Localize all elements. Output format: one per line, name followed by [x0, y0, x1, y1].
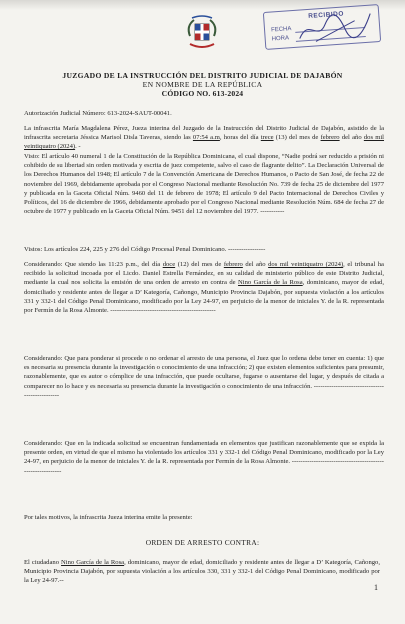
stamp-time-label: HORA [271, 35, 290, 43]
order-body-paragraph [24, 558, 380, 586]
stamp-title: RECIBIDO [307, 10, 345, 20]
considerando-text: , el tribunal ha recibido la solicitud incoada por el Licdo. Daniel Estrella Fernández, en su calidad de ministerio público de este Distrito Judicial, mediante la cual nos solicita la emisión de una orden de arresto en contra de [24, 261, 384, 287]
considerando-request-paragraph [24, 260, 384, 315]
intro-text: , horas del día [219, 134, 261, 142]
order-text: , dominicano, mayor de edad, domiciliado y residente antes de llegar a D’ Kategoría, Cañongo, Municipio Provincia Dajabón, por supuesta violación a los artículos 330, 331 y 332-1 del Código Penal Dominicano, modificado por la Ley 24-97.-- [24, 559, 380, 585]
intro-day: trece [260, 134, 274, 142]
intro-month: febrero [320, 134, 340, 142]
intro-paragraph [24, 124, 384, 152]
visto-code-paragraph: Vistos: Los artículos 224, 225 y 276 del Código Procesal Penal Dominicano. ----------------- [24, 246, 266, 253]
considerando-text: del año [242, 261, 269, 268]
coat-of-arms-seal [182, 14, 222, 54]
por-tales-motivos: Por tales motivos, la infrascrita Jueza interina emite la presente: [24, 514, 193, 521]
intro-time: 07:54 a.m [192, 134, 220, 142]
court-code-heading: CÓDIGO NO. 613-2024 [161, 89, 244, 98]
intro-text: . - [75, 143, 81, 151]
intro-text: La infrascrita María Magdalena Pérez, Jueza interina del Juzgado de la Instrucción del Distrito Judicial de Dajabón, asistido de la infrascrita secretaria Jéssica Marisol Disla Taveras, siendo las [24, 125, 384, 142]
court-name-heading: JUZGADO DE LA INSTRUCCIÓN DEL DISTRITO JUDICIAL DE DAJABÓN [62, 71, 343, 80]
intro-text: (13) del mes de [273, 134, 321, 142]
considerando-text: (12) del mes de [175, 261, 224, 268]
order-title: ORDEN DE ARRESTO CONTRA: [145, 538, 260, 547]
page-number: 1 [374, 583, 378, 592]
considerando-month: febrero [223, 261, 243, 268]
considerando-criteria-paragraph: Considerando: Que para ponderar si procede o no ordenar el arresto de una persona, el Juez que lo ordena debe tener en cuenta: 1) que es necesaria su presencia durante la investigación o conocimiento de una infracción; 2) que existen elementos suficientes para presumir, razonablemente, que es autor o cómplice de una infracción, que puede ocultarse, fugarse o ausentarse del lugar, y después de citada a comparecer no lo hace y es necesaria su presencia durante la investigación o conocimiento de una infracción. ------------------------------------------------ [24, 355, 384, 399]
considerando-text: , dominicano, mayor de edad, domiciliado y residente antes de llegar a D’ Kategoría, Cañongo, Municipio Provincia Dajabón, por supuesta violación a los artículos 331 y 332-1 del Código Penal Dominicano, modificado por la Ley 24-97, en perjuicio de la menor de iniciales Y. de la R. representada por Fermín de la Rosa Almonte. ------------------------------------------------ [24, 279, 384, 315]
authorization-number: Autorización Judicial Número: 613-2024-SAUT-00041. [24, 110, 172, 117]
considerando-day: doce [162, 261, 176, 268]
order-text: El ciudadano [24, 559, 62, 566]
stamp-date-label: FECHA [270, 26, 292, 34]
handwritten-signature [294, 7, 376, 46]
considerando-justification-paragraph: Considerando: Que en la indicada solicitud se encuentran fundamentada en elementos que justifican razonablemente que se expida la presente orden, en virtud de que el mismo ha violentado los artículos 331 y 332-1 del Código Penal Dominicano, modificado por la Ley 24-97, en perjuicio de la menor de iniciales Y. de la R. representada por Fermín de la Rosa Almonte. ----------------------------------------------------------- [24, 440, 384, 475]
intro-year: dos mil veintiquatro (2024) [24, 134, 385, 151]
intro-text: del año [339, 134, 364, 142]
considerando-year: dos mil veintiquatro (2024) [268, 261, 344, 268]
republic-subheading: EN NOMBRE DE LA REPÚBLICA [142, 80, 263, 89]
accused-name: Nino García de la Rosa [238, 279, 303, 287]
considerando-text: Considerando: Que siendo las 11:23 p.m., del día [24, 261, 163, 268]
order-accused-name: Nino García de la Rosa [61, 559, 125, 566]
visto-constitution-paragraph: Visto: El artículo 40 numeral 1 de la Constitución de la República Dominicana, el cual dispone, “Nadie podrá ser reducido a prisión ni cohibido de su libertad sin orden motivada y escrita de juez competente, salvo el caso de flagrante delito”. La Declaración Universal de los Derechos Humanos del 1948; El artículo 7 de la Convención Americana de Derechos Humanos, o Pacto de San José, de fecha 22 de noviembre del 1969, debidamente aprobada por el Congreso Nacional mediante Resolución No. 739 de fecha 25 de diciembre del 1977 y publicada en la Gaceta Oficial Núm. 9460 del 11 de febrero de 1978; El artículo 9 del Pacto Internacional de Derechos Civiles y Políticos, del 16 de diciembre de 1966, debidamente aprobado por el Congreso Nacional mediante Resolución Núm. 684 de fecha 27 de octubre de 1977 y publicado en la Gaceta Oficial Núm. 9451 del 12 noviembre del 1977. ----------- [24, 153, 384, 216]
received-stamp [263, 4, 381, 50]
